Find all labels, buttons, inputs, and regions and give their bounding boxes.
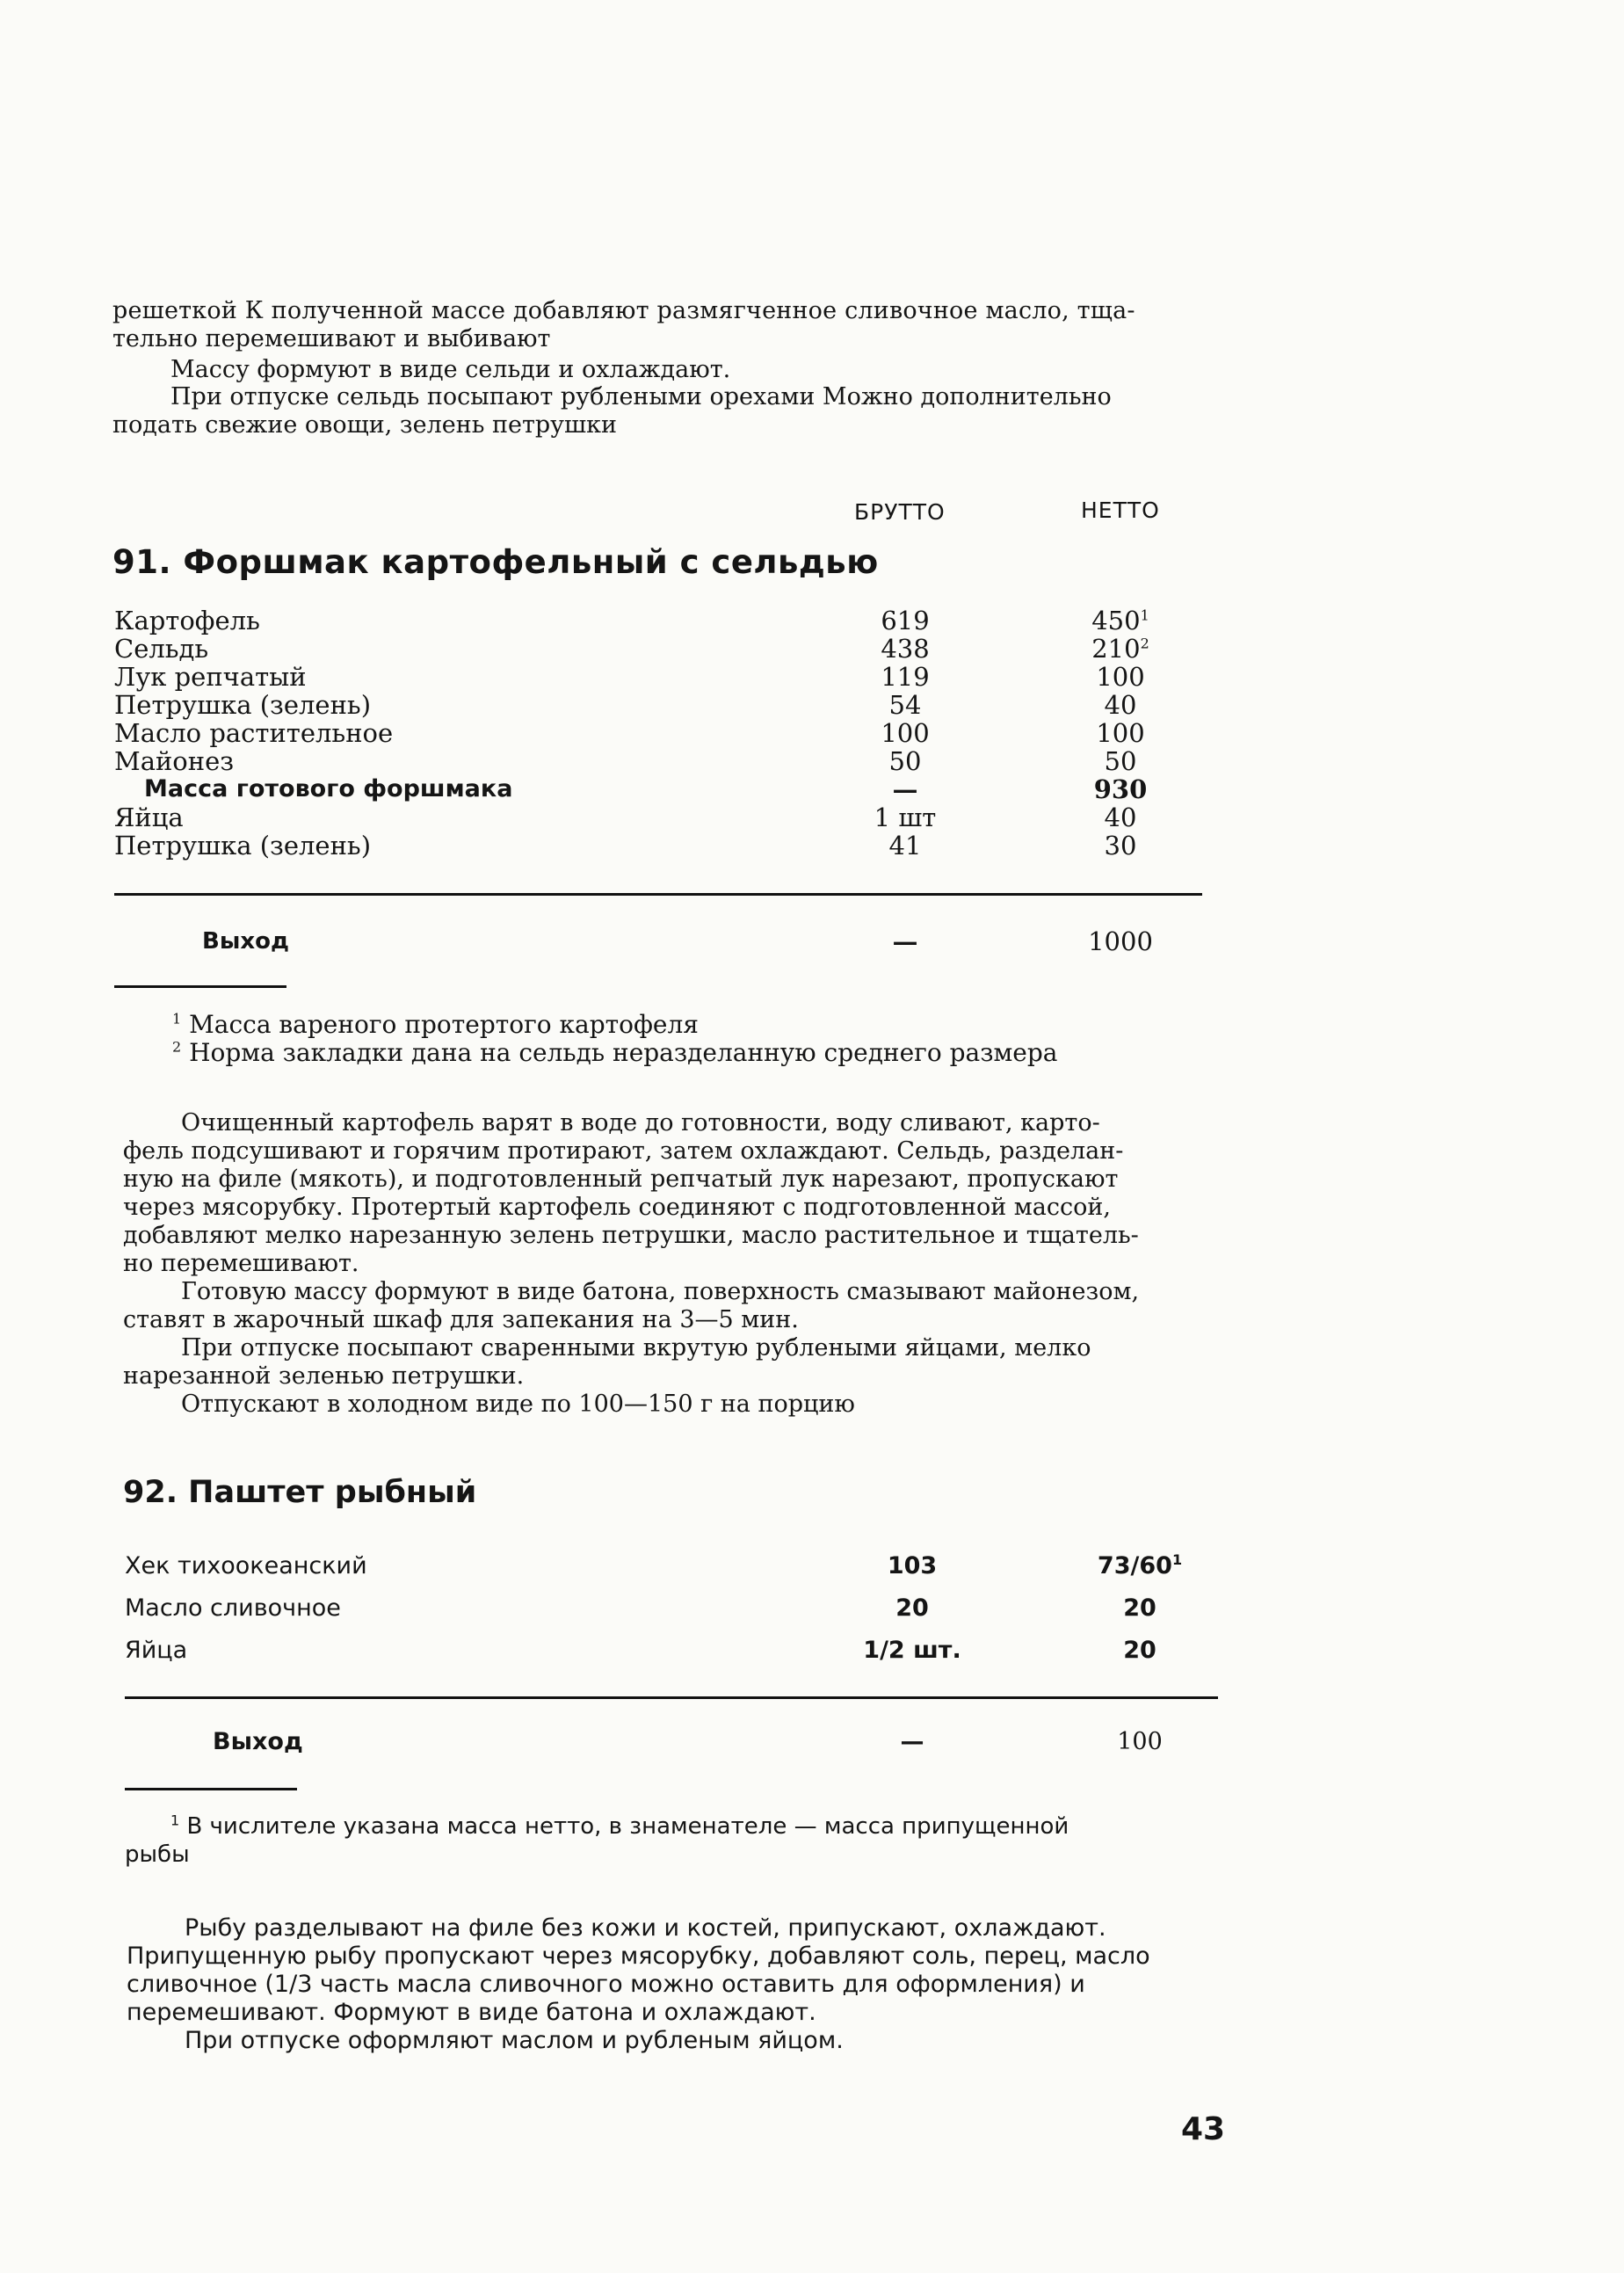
footnote-separator (114, 985, 286, 988)
footnote-2 (172, 1039, 1057, 1067)
brutto-value: 20 (895, 1594, 929, 1622)
ingredient-name: Масло сливочное (125, 1594, 341, 1622)
netto-value: 40 (1104, 690, 1137, 720)
intro-p3-line-1: При отпуске сельдь посыпают рублеными орехами Можно дополнительно (170, 383, 1112, 410)
column-header-brutto: БРУТТО (854, 499, 946, 525)
method-line: Готовую массу формуют в виде батона, поверхность смазывают майонезом, (181, 1278, 1140, 1305)
footnote-text: В числителе указана масса нетто, в знаменателе — масса припущенной (186, 1813, 1069, 1840)
netto-value: 20 (1123, 1637, 1156, 1664)
intro-p2-line: Массу формуют в виде сельди и охлаждают. (170, 356, 731, 383)
ingredient-name: Масло растительное (114, 718, 394, 748)
recipe-91-method-p2 (123, 1278, 1139, 1334)
footnote-mark: 2 (172, 1038, 182, 1056)
footnote-mark: 1 (1140, 606, 1149, 624)
footnote-separator (125, 1788, 297, 1790)
netto-value: 930 (1093, 774, 1148, 804)
netto-value: 50 (1104, 746, 1137, 776)
ingredient-name: Сельдь (114, 634, 209, 664)
brutto-value: 1/2 шт. (863, 1637, 961, 1664)
netto-value (1050, 606, 1191, 635)
table-rule (125, 1696, 1218, 1699)
method-line: перемешивают. Формуют в виде батона и охлаждают. (127, 1999, 816, 2026)
yield-netto: 1000 (1088, 926, 1153, 956)
brutto-value: — (892, 774, 918, 804)
yield-netto: 100 (1117, 1728, 1163, 1755)
recipe-91-method-p1 (123, 1109, 1217, 1278)
footnote-mark: 1 (170, 1812, 180, 1829)
method-line: Очищенный картофель варят в воде до готовности, воду сливают, карто- (181, 1109, 1100, 1136)
recipe-91-method-p4 (181, 1391, 855, 1419)
method-line: ставят в жарочный шкаф для запекания на 3—5 мин. (123, 1306, 799, 1333)
intro-paragraph (112, 297, 1200, 353)
method-line: через мясорубку. Протертый картофель соединяют с подготовленной массой, (123, 1194, 1111, 1221)
yield-brutto: — (900, 1728, 924, 1755)
method-line: добавляют мелко нарезанную зелень петрушки, масло растительное и тщатель- (123, 1222, 1139, 1249)
method-line: фель подсушивают и горячим протирают, затем охлаждают. Сельдь, разделан- (123, 1137, 1124, 1165)
netto-value: 100 (1096, 662, 1145, 692)
ingredient-name: Хек тихоокеанский (125, 1552, 367, 1579)
netto-number: 73/60 (1097, 1552, 1172, 1579)
intro-paragraph-3 (112, 383, 1200, 439)
method-line: Припущенную рыбу пропускают через мясорубку, добавляют соль, перец, масло (127, 1943, 1150, 1970)
footnote-1 (172, 1011, 699, 1039)
netto-number: 210 (1091, 634, 1141, 664)
table-rule (114, 893, 1202, 896)
intro-paragraph-2 (170, 356, 730, 384)
brutto-value: 103 (887, 1552, 938, 1579)
recipe-92-method-p1 (127, 1914, 1223, 2027)
netto-value: 30 (1104, 831, 1137, 861)
netto-value (1050, 635, 1191, 663)
column-header-netto: НЕТТО (1081, 497, 1160, 523)
footnote-line-1 (125, 1812, 1220, 1841)
recipe-91-title: 91. Форшмак картофельный с сельдью (112, 543, 879, 581)
ingredient-name: Петрушка (зелень) (114, 831, 372, 861)
intro-p3-line-2: подать свежие овощи, зелень петрушки (112, 411, 618, 439)
footnote-mark: 1 (172, 1010, 182, 1028)
ingredient-name: Яйца (114, 802, 184, 832)
brutto-value: 119 (881, 662, 930, 692)
method-line: Отпускают в холодном виде по 100—150 г на порцию (181, 1391, 855, 1418)
recipe-92-title: 92. Паштет рыбный (123, 1475, 477, 1510)
method-line: нарезанной зеленью петрушки. (123, 1362, 525, 1390)
netto-value: 100 (1096, 718, 1145, 748)
ingredient-name: Картофель (114, 606, 260, 635)
footnote-mark: 2 (1140, 635, 1149, 652)
method-line: но перемешивают. (123, 1250, 359, 1277)
brutto-value: 50 (888, 746, 922, 776)
ingredient-name: Майонез (114, 746, 235, 776)
brutto-value: 41 (888, 831, 922, 861)
method-line: При отпуске посыпают сваренными вкрутую рублеными яйцами, мелко (181, 1334, 1091, 1362)
brutto-value: 54 (888, 690, 922, 720)
method-line: ную на филе (мякоть), и подготовленный репчатый лук нарезают, пропускают (123, 1166, 1119, 1193)
brutto-value: 619 (881, 606, 930, 635)
method-line: Рыбу разделывают на филе без кожи и костей, припускают, охлаждают. (185, 1914, 1106, 1942)
page-number: 43 (1181, 2111, 1226, 2147)
netto-value: 20 (1123, 1594, 1156, 1622)
netto-number: 450 (1091, 606, 1141, 635)
recipe-92-method-p2 (185, 2027, 844, 2055)
brutto-value: 100 (881, 718, 930, 748)
footnote-line-2: рыбы (125, 1841, 190, 1868)
ingredient-name: Яйца (125, 1637, 188, 1664)
yield-brutto: — (892, 926, 918, 956)
intro-line-2: тельно перемешивают и выбивают (112, 325, 551, 352)
method-line: сливочное (1/3 часть масла сливочного можно оставить для оформления) и (127, 1971, 1085, 1998)
brutto-value: 438 (881, 634, 930, 664)
brutto-value: 1 шт (874, 802, 937, 832)
yield-label: Выход (202, 928, 289, 955)
footnote-mark: 1 (1171, 1551, 1183, 1568)
method-line: При отпуске оформляют маслом и рубленым яйцом. (185, 2027, 844, 2054)
footnote-text: Масса вареного протертого картофеля (189, 1010, 699, 1039)
netto-value (1069, 1552, 1210, 1580)
footnote-text: Норма закладки дана на сельдь неразделанную среднего размера (189, 1038, 1058, 1067)
ingredient-name: Петрушка (зелень) (114, 690, 372, 720)
yield-label: Выход (213, 1728, 303, 1755)
intro-line-1: решеткой К полученной массе добавляют размягченное сливочное масло, тща- (112, 297, 1135, 324)
netto-value: 40 (1104, 802, 1137, 832)
ingredient-name: Лук репчатый (114, 662, 307, 692)
ingredient-name: Масса готового форшмака (144, 775, 513, 802)
recipe-91-method-p3 (123, 1334, 1091, 1391)
footnote-92-1 (125, 1812, 1220, 1869)
